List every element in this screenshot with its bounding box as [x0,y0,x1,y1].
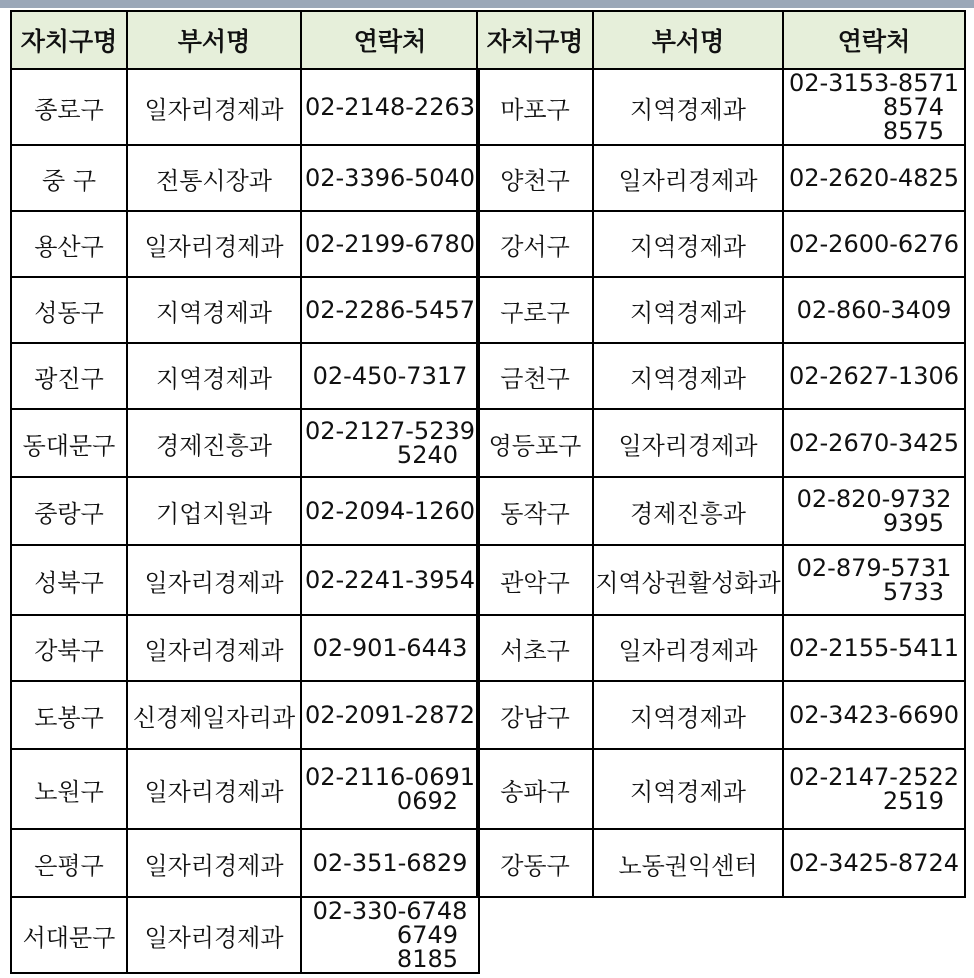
phone-cell [783,749,965,829]
phone-extension: 8185 [396,945,458,973]
phone-cell [301,545,479,615]
phone-number: 02-2127-5239 [304,417,475,445]
phone-number: 02-3423-6690 [788,701,959,729]
district-cell: 은평구 [11,829,127,897]
district-cell: 영등포구 [477,409,593,477]
phone-cell [301,897,479,973]
table-row [11,277,479,343]
phone-cell [301,69,479,145]
phone-extension: 6749 [396,921,458,949]
table-row [477,545,965,615]
department-cell: 일자리경제과 [127,69,301,145]
phone-cell [783,615,965,681]
district-cell: 강동구 [477,829,593,897]
district-cell: 성동구 [11,277,127,343]
department-cell: 노동권익센터 [593,829,783,897]
phone-extension: 8574 [882,93,944,121]
table-row [477,343,965,409]
phone-number: 02-2199-6780 [304,230,475,258]
district-cell: 강북구 [11,615,127,681]
table-row [11,477,479,545]
department-cell: 지역경제과 [127,277,301,343]
department-cell: 지역경제과 [127,343,301,409]
phone-number: 02-2620-4825 [788,164,959,192]
department-cell: 일자리경제과 [127,545,301,615]
district-cell: 광진구 [11,343,127,409]
district-cell: 용산구 [11,211,127,277]
phone-number: 02-2241-3954 [304,566,475,594]
contact-table-left [10,10,480,974]
phone-cell [783,545,965,615]
phone-extension: 5240 [396,441,458,469]
district-cell: 성북구 [11,545,127,615]
phone-cell [301,615,479,681]
department-cell: 지역상권활성화과 [593,545,783,615]
table-row [11,749,479,829]
phone-cell [783,343,965,409]
district-cell: 금천구 [477,343,593,409]
phone-cell [301,211,479,277]
table-row [11,145,479,211]
header-department: 부서명 [127,11,301,69]
contact-table-right [476,10,966,898]
department-cell: 일자리경제과 [127,615,301,681]
header-row [11,11,479,69]
department-cell: 전통시장과 [127,145,301,211]
district-cell: 강서구 [477,211,593,277]
phone-number: 02-2148-2263 [304,93,475,121]
district-cell: 관악구 [477,545,593,615]
phone-cell [783,211,965,277]
table-row [477,69,965,145]
table-row [11,681,479,749]
phone-cell [783,681,965,749]
table-row [11,343,479,409]
department-cell: 지역경제과 [593,211,783,277]
table-row [11,897,479,973]
table-row [11,829,479,897]
phone-cell [783,277,965,343]
district-cell: 동대문구 [11,409,127,477]
phone-cell [783,477,965,545]
phone-number: 02-450-7317 [312,362,468,390]
phone-number: 02-3153-8571 [788,69,959,97]
department-cell: 지역경제과 [593,277,783,343]
phone-number: 02-3425-8724 [788,849,959,877]
table-row [11,545,479,615]
header-contact: 연락처 [783,11,965,69]
department-cell: 경제진흥과 [127,409,301,477]
department-cell: 지역경제과 [593,681,783,749]
phone-number: 02-2155-5411 [788,634,959,662]
department-cell: 지역경제과 [593,69,783,145]
phone-number: 02-860-3409 [796,296,952,324]
table-row [477,211,965,277]
phone-number: 02-330-6748 [312,897,468,925]
header-row [477,11,965,69]
phone-extension: 2519 [882,787,944,815]
district-cell: 송파구 [477,749,593,829]
phone-number: 02-901-6443 [312,634,468,662]
phone-cell [301,343,479,409]
table-row [477,409,965,477]
department-cell: 일자리경제과 [127,749,301,829]
district-cell: 마포구 [477,69,593,145]
phone-cell [301,277,479,343]
phone-number: 02-2286-5457 [304,296,475,324]
phone-extension: 0692 [396,787,458,815]
department-cell: 일자리경제과 [127,897,301,973]
table-row [477,145,965,211]
phone-cell [301,409,479,477]
header-department: 부서명 [593,11,783,69]
phone-extension: 8575 [882,117,944,145]
district-cell: 동작구 [477,477,593,545]
district-cell: 중 구 [11,145,127,211]
phone-number: 02-2670-3425 [788,429,959,457]
district-cell: 서대문구 [11,897,127,973]
window-top-strip [0,0,974,8]
phone-cell [783,829,965,897]
phone-cell [783,409,965,477]
department-cell: 일자리경제과 [127,211,301,277]
header-contact: 연락처 [301,11,479,69]
department-cell: 경제진흥과 [593,477,783,545]
phone-cell [783,145,965,211]
phone-cell [301,829,479,897]
header-district: 자치구명 [11,11,127,69]
district-cell: 양천구 [477,145,593,211]
phone-cell [783,69,965,145]
phone-number: 02-820-9732 [796,485,952,513]
phone-cell [301,477,479,545]
district-cell: 도봉구 [11,681,127,749]
department-cell: 일자리경제과 [127,829,301,897]
phone-number: 02-351-6829 [312,849,468,877]
department-cell: 일자리경제과 [593,409,783,477]
district-cell: 노원구 [11,749,127,829]
phone-number: 02-2091-2872 [304,701,475,729]
department-cell: 일자리경제과 [593,615,783,681]
phone-extension: 5733 [882,578,944,606]
table-row [477,681,965,749]
phone-number: 02-2147-2522 [788,763,959,791]
phone-number: 02-2094-1260 [304,497,475,525]
district-cell: 종로구 [11,69,127,145]
phone-number: 02-2116-0691 [304,763,475,791]
table-row [477,477,965,545]
phone-number: 02-3396-5040 [304,164,475,192]
department-cell: 기업지원과 [127,477,301,545]
district-cell: 강남구 [477,681,593,749]
table-row [11,409,479,477]
phone-cell [301,145,479,211]
table-row [477,829,965,897]
phone-number: 02-2600-6276 [788,230,959,258]
table-row [477,277,965,343]
header-district: 자치구명 [477,11,593,69]
table-row [11,69,479,145]
table-row [477,749,965,829]
phone-cell [301,749,479,829]
district-cell: 구로구 [477,277,593,343]
table-row [477,615,965,681]
phone-extension: 9395 [882,509,944,537]
department-cell: 지역경제과 [593,343,783,409]
phone-cell [301,681,479,749]
district-cell: 서초구 [477,615,593,681]
table-row [11,615,479,681]
phone-number: 02-879-5731 [796,554,952,582]
table-row [11,211,479,277]
department-cell: 신경제일자리과 [127,681,301,749]
phone-number: 02-2627-1306 [788,362,959,390]
district-cell: 중랑구 [11,477,127,545]
department-cell: 지역경제과 [593,749,783,829]
department-cell: 일자리경제과 [593,145,783,211]
